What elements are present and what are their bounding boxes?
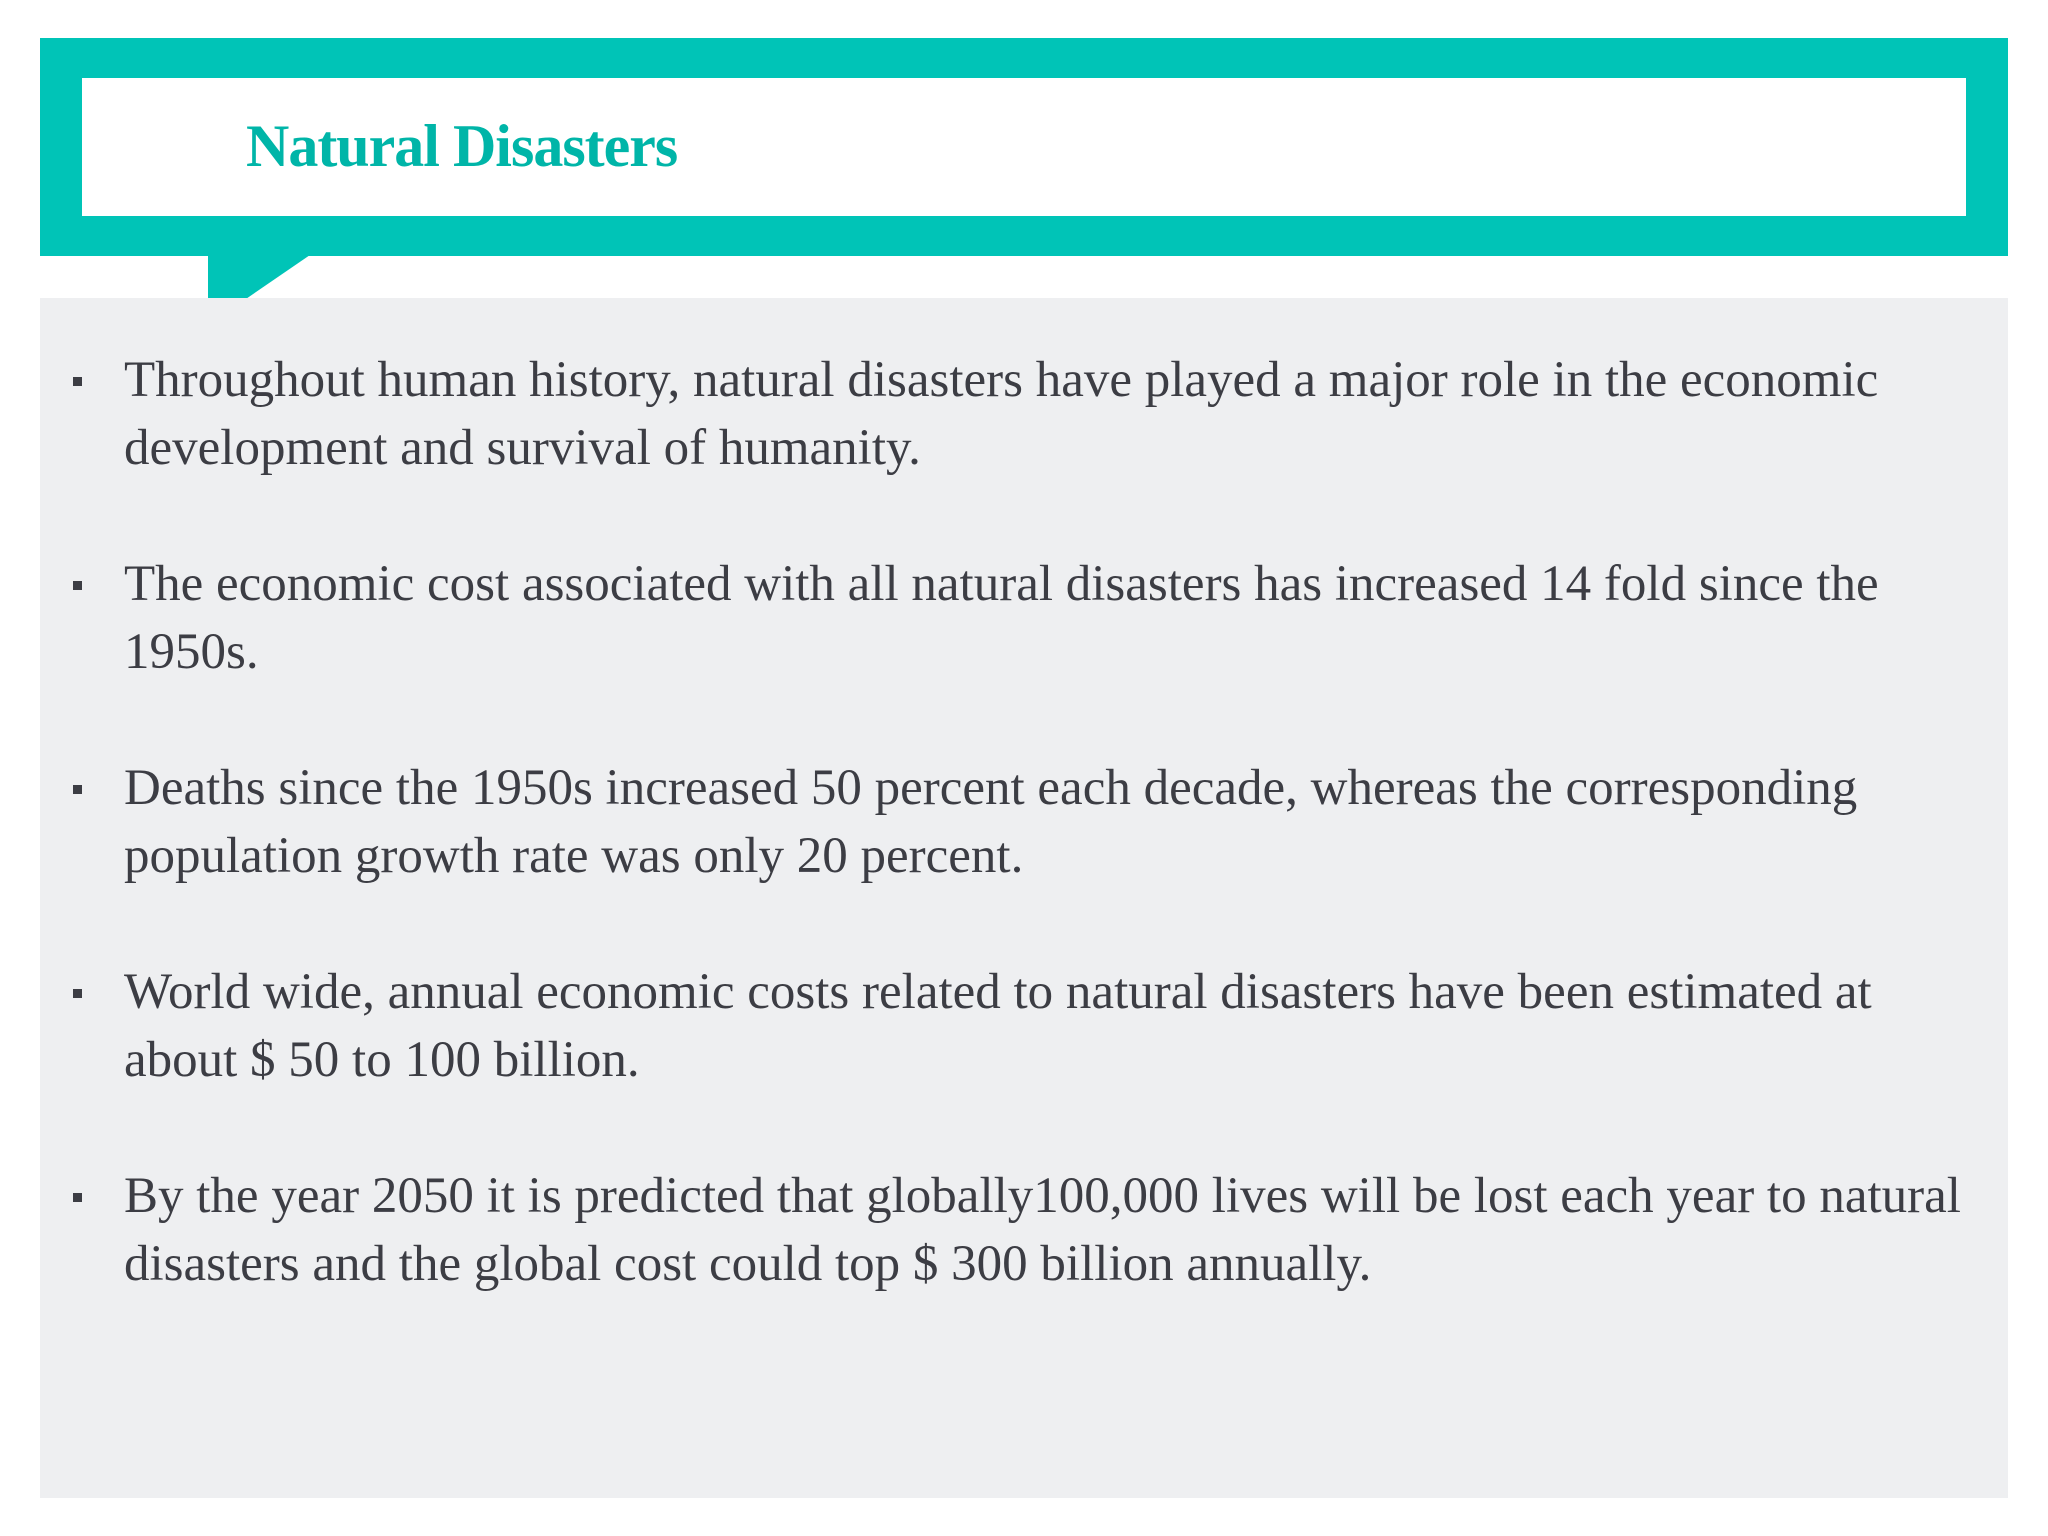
title-box xyxy=(82,78,1966,216)
title-frame xyxy=(40,38,2008,256)
bullet-text: The economic cost associated with all natural disasters has increased 14 fold since the 1950s. xyxy=(124,556,1879,680)
list-item xyxy=(40,346,2008,482)
bullet-text: World wide, annual economic costs related to natural disasters have been estimated at about $ 50 to 100 billion. xyxy=(124,964,1872,1088)
list-item xyxy=(40,550,2008,686)
square-bullet-icon xyxy=(73,1193,82,1202)
bullet-text: Throughout human history, natural disasters have played a major role in the economic development and survival of humanity. xyxy=(124,352,1879,476)
list-item xyxy=(40,754,2008,890)
square-bullet-icon xyxy=(73,785,82,794)
bullet-text: By the year 2050 it is predicted that globally100,000 lives will be lost each year to natural disasters and the global cost could top $ 300 billion annually. xyxy=(124,1168,1961,1292)
square-bullet-icon xyxy=(73,581,82,590)
square-bullet-icon xyxy=(73,377,82,386)
list-item xyxy=(40,1162,2008,1298)
square-bullet-icon xyxy=(73,989,82,998)
list-item xyxy=(40,958,2008,1094)
bullet-list xyxy=(40,346,2008,1366)
bullet-text: Deaths since the 1950s increased 50 percent each decade, whereas the corresponding population growth rate was only 20 percent. xyxy=(124,760,1858,884)
slide-title: Natural Disasters xyxy=(246,113,678,179)
content-panel xyxy=(40,298,2008,1498)
